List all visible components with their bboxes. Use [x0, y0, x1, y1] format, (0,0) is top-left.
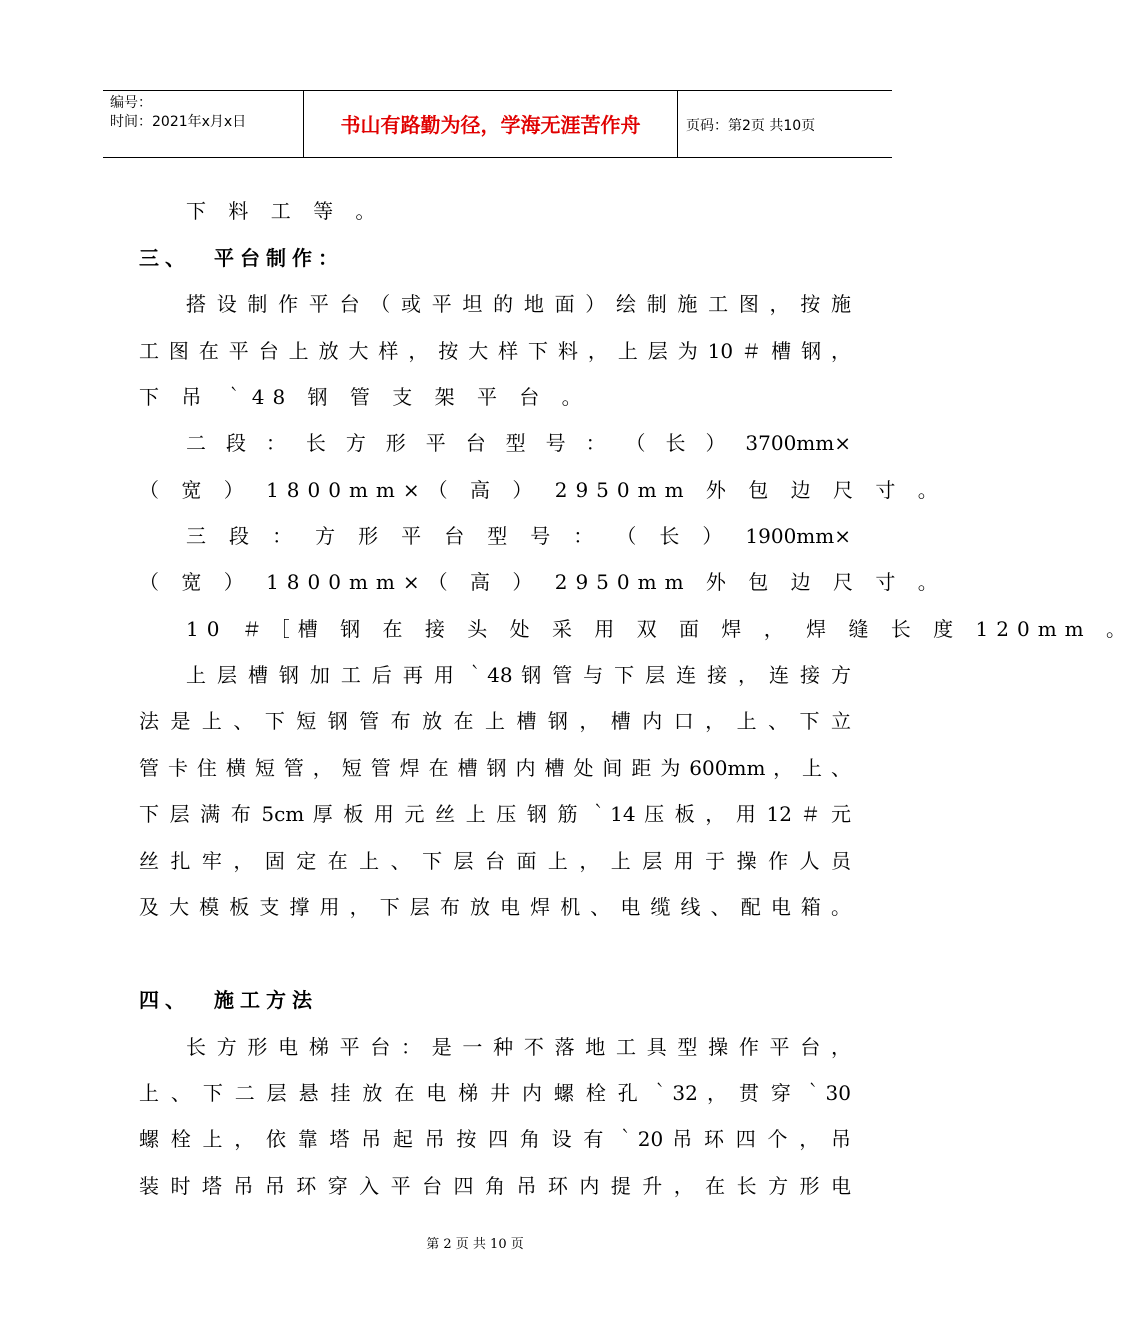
section-four-title: 施工方法 [214, 988, 318, 1012]
body-line: 下 层 满 布 5cm 厚 板 用 元 丝 上 压 钢 筋 ｀14 压 板 ， 用 12 ＃ 元 [139, 802, 851, 826]
body-line: 上 、 下 二 层 悬 挂 放 在 电 梯 井 内 螺 栓 孔 ｀32 ， 贯 穿 ｀30 [139, 1081, 851, 1105]
section-three-number: 三、 [139, 246, 191, 270]
document-date-label: 时间：2021年x月x日 [110, 114, 247, 130]
body-line: 三 段 ： 方 形 平 台 型 号 ： （ 长 ） 1900mm× [186, 524, 851, 548]
document-number-label: 编号： [110, 95, 152, 111]
body-line: 管 卡 住 横 短 管 ， 短 管 焊 在 槽 钢 内 槽 处 间 距 为 600mm ， 上 、 [139, 756, 851, 780]
body-line: 法 是 上 、 下 短 钢 管 布 放 在 上 槽 钢 ， 槽 内 口 ， 上 、 下 立 [139, 709, 851, 733]
body-line: 工 图 在 平 台 上 放 大 样 ， 按 大 样 下 料 ， 上 层 为 10 ＃ 槽 钢 ， [139, 339, 851, 363]
body-line: 10 ＃［槽 钢 在 接 头 处 采 用 双 面 焊 ， 焊 缝 长 度 120mm 。 [186, 617, 1134, 641]
body-line: 二 段 ： 长 方 形 平 台 型 号 ： （ 长 ） 3700mm× [186, 431, 851, 455]
body-line: 下 吊 ｀48 钢 管 支 架 平 台 。 [139, 385, 590, 409]
body-line: （ 宽 ） 1800mm×（ 高 ） 2950mm 外 包 边 尺 寸 。 [139, 478, 946, 502]
body-line: 装 时 塔 吊 吊 环 穿 入 平 台 四 角 吊 环 内 提 升 ， 在 长 方 形 电 [139, 1174, 851, 1198]
body-line: 丝 扎 牢 ， 固 定 在 上 、 下 层 台 面 上 ， 上 层 用 于 操 作 人 员 [139, 849, 851, 873]
body-line: 上 层 槽 钢 加 工 后 再 用 ｀48 钢 管 与 下 层 连 接 ， 连 接 方 [186, 663, 851, 687]
header-top-rule [103, 90, 892, 91]
header-page-label: 页码：第2页 共10页 [686, 118, 816, 134]
section-four-number: 四、 [139, 988, 191, 1012]
header-motto: 书山有路勤为径，学海无涯苦作舟 [340, 113, 641, 137]
body-line: 螺 栓 上 ， 依 靠 塔 吊 起 吊 按 四 角 设 有 ｀20 吊 环 四 个 ， 吊 [139, 1127, 851, 1151]
page-footer: 第 2 页 共 10 页 [426, 1237, 524, 1252]
body-line: （ 宽 ） 1800mm×（ 高 ） 2950mm 外 包 边 尺 寸 。 [139, 570, 946, 594]
body-line: 下 料 工 等 。 [186, 199, 384, 223]
header-bottom-rule [103, 157, 892, 158]
body-line: 搭 设 制 作 平 台 （ 或 平 坦 的 地 面 ） 绘 制 施 工 图 ， 按 施 [186, 292, 851, 316]
body-line: 长 方 形 电 梯 平 台 ： 是 一 种 不 落 地 工 具 型 操 作 平 台 ， [186, 1035, 851, 1059]
header-divider-right [677, 90, 678, 158]
body-line: 及 大 模 板 支 撑 用 ， 下 层 布 放 电 焊 机 、 电 缆 线 、 配 电 箱 。 [139, 895, 851, 919]
section-three-title: 平台制作： [214, 246, 344, 270]
